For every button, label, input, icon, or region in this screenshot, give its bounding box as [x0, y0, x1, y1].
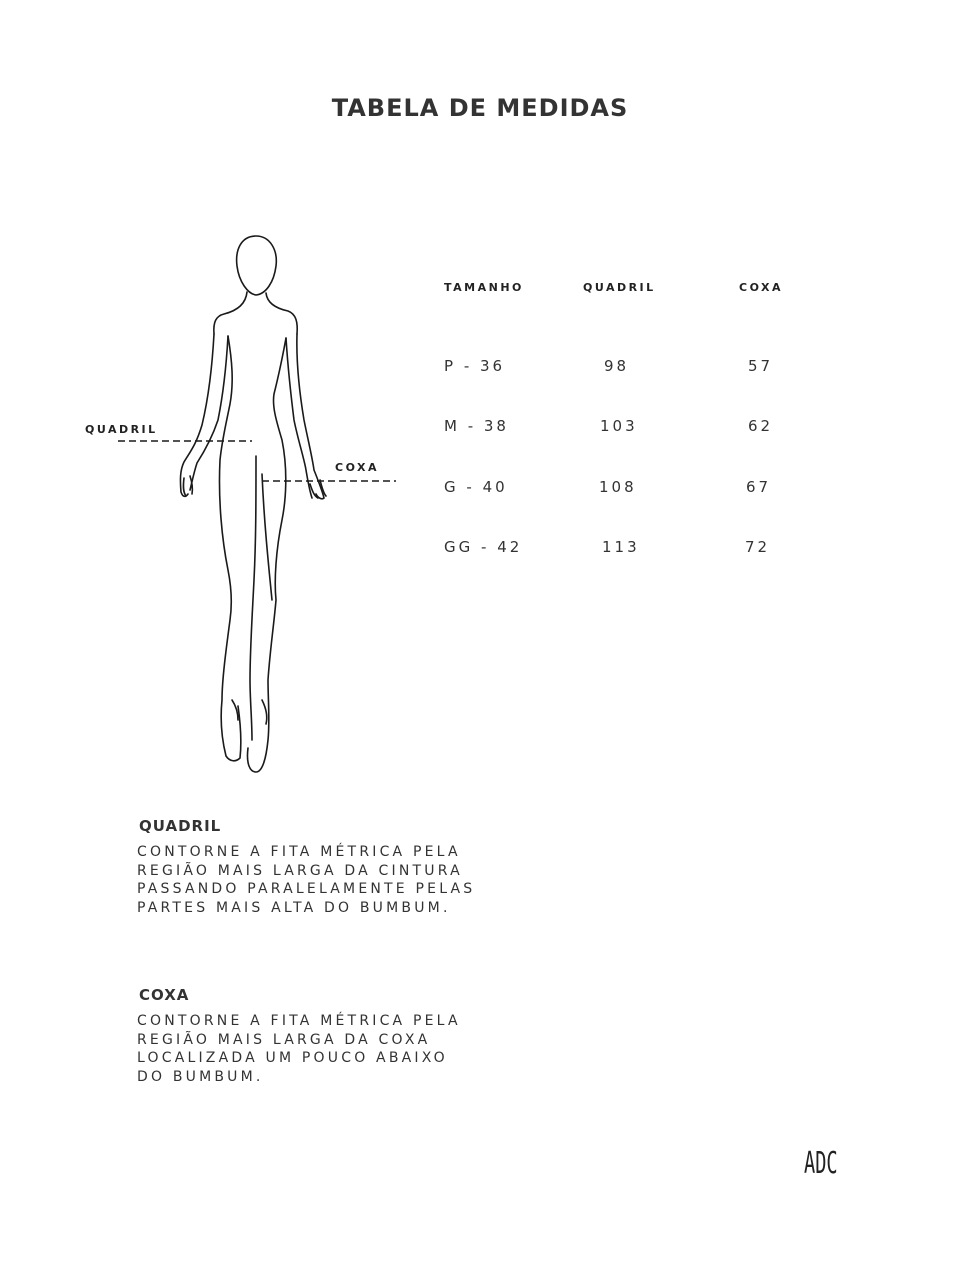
section-title-hip: QUADRIL: [139, 817, 222, 835]
text-line: CONTORNE A FITA MÉTRICA PELA: [137, 844, 461, 860]
head-outline: [237, 236, 277, 295]
text-line: PASSANDO PARALELAMENTE PELAS: [137, 881, 476, 897]
page-title: TABELA DE MEDIDAS: [331, 94, 629, 122]
torso-left: [219, 336, 240, 761]
text-line: DO BUMBUM.: [137, 1068, 264, 1085]
section-title-thigh: COXA: [139, 986, 190, 1004]
text-line: PARTES MAIS ALTA DO BUMBUM.: [137, 899, 451, 916]
header-size: TAMANHO: [444, 281, 524, 294]
thigh-label: COXA: [335, 461, 380, 474]
row-thigh: 57: [748, 357, 774, 375]
row-thigh: 62: [748, 417, 774, 435]
row-thigh: 67: [746, 478, 772, 496]
right-arm-inner: [286, 338, 312, 498]
text-line: CONTORNE A FITA MÉTRICA PELA: [137, 1013, 461, 1029]
section-text-thigh: [137, 1012, 517, 1086]
hip-label: QUADRIL: [85, 423, 158, 436]
row-size: GG - 42: [444, 538, 523, 556]
row-size: M - 38: [444, 417, 509, 435]
row-hip: 103: [600, 417, 638, 435]
brand-logo: ADC: [804, 1146, 838, 1181]
section-text-hip: [137, 843, 517, 917]
neck-left: [214, 292, 247, 334]
row-size: G - 40: [444, 478, 508, 496]
row-hip: 113: [602, 538, 640, 556]
row-hip: 108: [599, 478, 637, 496]
text-line: REGIÃO MAIS LARGA DA COXA: [137, 1031, 431, 1048]
header-thigh: COXA: [739, 281, 784, 294]
left-arm: [180, 334, 214, 496]
row-size: P - 36: [444, 357, 506, 375]
neck-right: [266, 293, 297, 334]
text-line: LOCALIZADA UM POUCO ABAIXO: [137, 1050, 448, 1066]
inner-leg-right: [262, 474, 272, 600]
row-hip: 98: [604, 357, 630, 375]
knee-right: [262, 700, 267, 724]
torso-right: [247, 338, 286, 772]
inner-leg-left: [250, 456, 256, 740]
row-thigh: 72: [745, 538, 771, 556]
right-arm: [297, 334, 324, 499]
header-hip: QUADRIL: [583, 281, 656, 294]
knee-left: [232, 700, 238, 720]
text-line: REGIÃO MAIS LARGA DA CINTURA: [137, 862, 463, 879]
left-arm-inner: [190, 336, 228, 490]
